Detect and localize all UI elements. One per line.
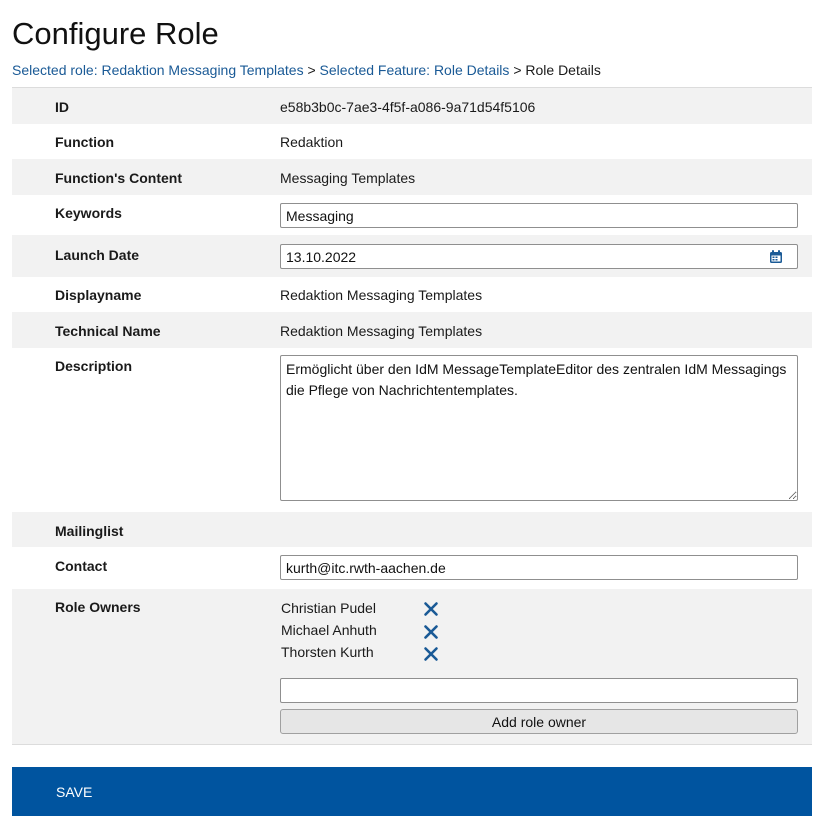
new-role-owner-input[interactable] — [280, 678, 798, 703]
row-technical-name — [12, 312, 812, 348]
row-contact — [12, 547, 812, 589]
breadcrumb-feature-link[interactable]: Selected Feature: Role Details — [319, 62, 510, 78]
row-launch-date — [12, 235, 812, 277]
breadcrumb-separator: > — [513, 62, 522, 78]
functions-content-value: Messaging Templates — [280, 170, 416, 186]
keywords-label: Keywords — [55, 205, 122, 221]
role-details-form — [12, 87, 812, 745]
displayname-value: Redaktion Messaging Templates — [280, 287, 483, 303]
row-function — [12, 124, 812, 159]
function-label: Function — [55, 134, 115, 150]
close-icon[interactable] — [423, 646, 439, 662]
owner-name: Michael Anhuth — [281, 622, 377, 638]
breadcrumb-current: Role Details — [525, 62, 601, 78]
row-description — [12, 348, 812, 512]
description-label: Description — [55, 358, 133, 374]
row-mailinglist — [12, 512, 812, 547]
row-keywords — [12, 195, 812, 235]
keywords-input[interactable] — [280, 203, 798, 228]
technical-name-value: Redaktion Messaging Templates — [280, 323, 483, 339]
page-title: Configure Role — [12, 16, 219, 51]
close-icon[interactable] — [423, 601, 439, 617]
functions-content-label: Function's Content — [55, 170, 182, 186]
close-icon[interactable] — [423, 624, 439, 640]
save-button[interactable]: SAVE — [12, 767, 812, 816]
breadcrumb-separator: > — [307, 62, 316, 78]
breadcrumb-role-link[interactable]: Selected role: Redaktion Messaging Templates — [12, 62, 304, 78]
technical-name-label: Technical Name — [55, 323, 161, 339]
owner-name: Thorsten Kurth — [281, 644, 374, 660]
id-label: ID — [55, 99, 69, 115]
row-id — [12, 88, 812, 124]
row-functions-content — [12, 159, 812, 195]
role-owners-label: Role Owners — [55, 599, 141, 615]
owner-name: Christian Pudel — [281, 600, 376, 616]
add-role-owner-button[interactable]: Add role owner — [280, 709, 798, 734]
function-value: Redaktion — [280, 134, 344, 150]
row-role-owners — [12, 589, 812, 745]
mailinglist-label: Mailinglist — [55, 523, 124, 539]
row-displayname — [12, 277, 812, 312]
displayname-label: Displayname — [55, 287, 142, 303]
id-value: e58b3b0c-7ae3-4f5f-a086-9a71d54f5106 — [280, 99, 536, 115]
contact-label: Contact — [55, 558, 108, 574]
calendar-icon[interactable] — [769, 250, 783, 264]
contact-input[interactable] — [280, 555, 798, 580]
breadcrumb — [12, 62, 601, 78]
description-textarea[interactable] — [280, 355, 798, 501]
launch-date-label: Launch Date — [55, 247, 140, 263]
launch-date-input[interactable] — [280, 244, 798, 269]
